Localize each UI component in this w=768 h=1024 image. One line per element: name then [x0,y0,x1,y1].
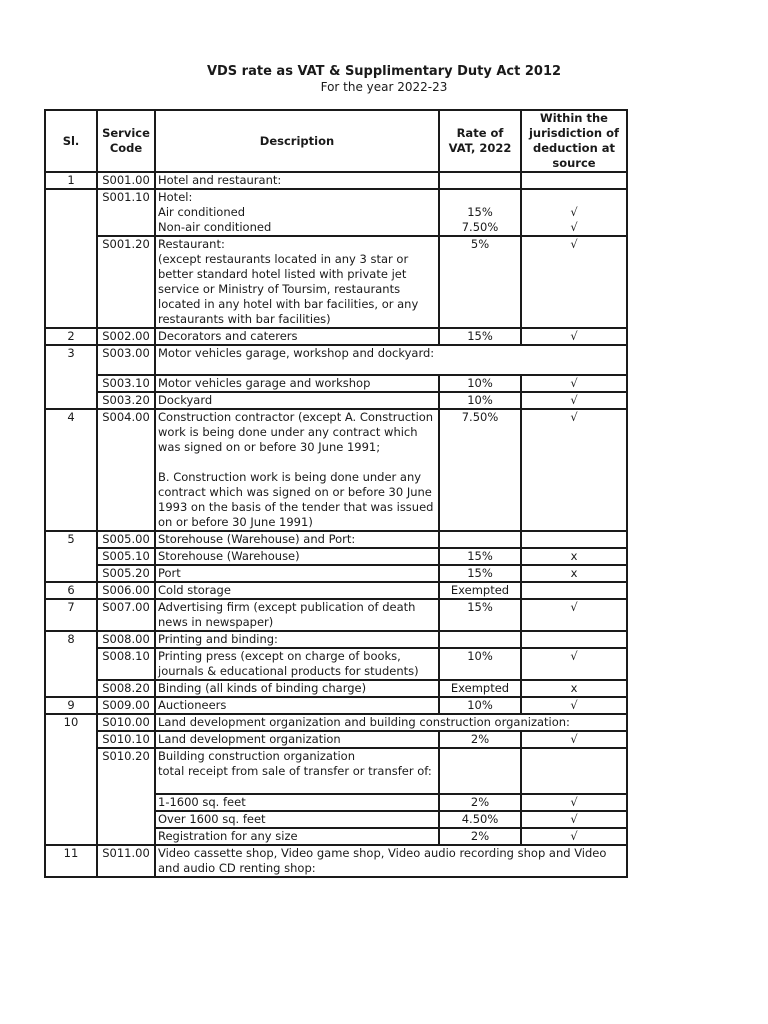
cell-within: √ [521,205,627,220]
cell-rate [439,631,521,648]
cell-description: Video cassette shop, Video game shop, Video audio recording shop and Video and audio CD renting shop: [155,845,627,877]
cell-sl: 10 [45,714,97,845]
table-row [45,697,627,714]
cell-description: Hotel: [155,189,439,205]
document-subtitle: For the year 2022-23 [320,80,448,94]
cell-description: Advertising firm (except publication of death news in newspaper) [155,599,439,631]
cell-rate: 15% [439,565,521,582]
cell-code: S006.00 [97,582,155,599]
col-header-description: Description [155,110,439,172]
cell-rate: 10% [439,392,521,409]
cell-description: Construction contractor (except A. Construction work is being done under any contract which was signed on or before 30 June 1991; B. Construction work is being done under any contract which was signed on or before 30 June 1993 on the basis of the tender that was issued on or before 30 June 1991) [155,409,439,531]
cell-rate [439,748,521,794]
cell-within: √ [521,375,627,392]
cell-description: 1-1600 sq. feet [155,794,439,811]
table-row [45,236,627,328]
cell-code: S004.00 [97,409,155,531]
cell-within: √ [521,794,627,811]
cell-code: S005.10 [97,548,155,565]
cell-rate: 2% [439,828,521,845]
table-row [45,375,627,392]
cell-within: √ [521,409,627,531]
cell-description: Land development organization and building construction organization: [155,714,627,731]
cell-sl: 6 [45,582,97,599]
cell-code: S001.20 [97,236,155,328]
table-header-row [45,110,627,172]
cell-description: Hotel and restaurant: [155,172,439,189]
cell-rate: 15% [439,599,521,631]
cell-within: √ [521,731,627,748]
cell-description: Storehouse (Warehouse) and Port: [155,531,439,548]
cell-rate [439,189,521,205]
cell-within [521,189,627,205]
cell-within: √ [521,697,627,714]
cell-description: Port [155,565,439,582]
cell-code: S010.00 [97,714,155,731]
cell-code: S008.10 [97,648,155,680]
cell-within [521,582,627,599]
table-row [45,714,627,731]
cell-description: Building construction organization total receipt from sale of transfer or transfer of: [155,748,439,794]
table-row [45,731,627,748]
cell-rate: 7.50% [439,409,521,531]
cell-within [521,172,627,189]
cell-rate [439,172,521,189]
cell-sl: 11 [45,845,97,877]
table-row [45,345,627,375]
cell-code: S001.10 [97,189,155,236]
cell-within: √ [521,236,627,328]
cell-within: √ [521,599,627,631]
cell-rate [439,531,521,548]
cell-description: Restaurant: (except restaurants located in any 3 star or better standard hotel listed with private jet service or Ministry of Toursim, restaurants located in any hotel with bar facilities, or any restaurants with bar facilities) [155,236,439,328]
table-row [45,845,627,877]
table-row [45,189,627,205]
table-row [45,409,627,531]
cell-within: x [521,548,627,565]
table-row [45,648,627,680]
table-row [45,599,627,631]
cell-rate: 5% [439,236,521,328]
table-row [45,680,627,697]
cell-within [521,748,627,794]
cell-within: √ [521,220,627,236]
cell-rate: 2% [439,731,521,748]
cell-description: Decorators and caterers [155,328,439,345]
cell-within: √ [521,828,627,845]
cell-description: Non-air conditioned [155,220,439,236]
document-title: VDS rate as VAT & Supplimentary Duty Act 2012 [206,64,562,79]
cell-sl: 5 [45,531,97,582]
cell-description: Storehouse (Warehouse) [155,548,439,565]
cell-description: Auctioneers [155,697,439,714]
cell-rate: 10% [439,648,521,680]
cell-within: x [521,680,627,697]
cell-rate: Exempted [439,582,521,599]
cell-sl: 3 [45,345,97,409]
col-header-within-jurisdiction: Within the jurisdiction of deduction at source [521,110,627,172]
cell-description: Registration for any size [155,828,439,845]
cell-rate: 15% [439,205,521,220]
cell-description: Printing press (except on charge of books, journals & educational products for students) [155,648,439,680]
cell-description: Over 1600 sq. feet [155,811,439,828]
cell-rate: 7.50% [439,220,521,236]
cell-rate: 10% [439,697,521,714]
cell-code: S010.10 [97,731,155,748]
cell-sl [45,189,97,328]
table-row [45,172,627,189]
cell-code: S010.20 [97,748,155,845]
cell-code: S001.00 [97,172,155,189]
cell-sl: 2 [45,328,97,345]
cell-code: S011.00 [97,845,155,877]
cell-rate: 15% [439,548,521,565]
cell-description: Printing and binding: [155,631,439,648]
cell-code: S008.20 [97,680,155,697]
cell-code: S009.00 [97,697,155,714]
cell-within [521,631,627,648]
cell-sl: 9 [45,697,97,714]
col-header-service-code: Service Code [97,110,155,172]
cell-code: S007.00 [97,599,155,631]
cell-code: S003.10 [97,375,155,392]
col-header-rate: Rate of VAT, 2022 [439,110,521,172]
table-row [45,392,627,409]
cell-code: S005.00 [97,531,155,548]
table-row [45,631,627,648]
cell-description: Land development organization [155,731,439,748]
cell-within: √ [521,328,627,345]
cell-code: S003.00 [97,345,155,375]
table-row [45,548,627,565]
cell-rate: 2% [439,794,521,811]
table-row [45,582,627,599]
table-row [45,565,627,582]
cell-rate: 10% [439,375,521,392]
cell-code: S008.00 [97,631,155,648]
cell-within [521,531,627,548]
cell-description: Motor vehicles garage and workshop [155,375,439,392]
cell-description: Dockyard [155,392,439,409]
cell-sl: 7 [45,599,97,631]
cell-code: S003.20 [97,392,155,409]
cell-within: √ [521,811,627,828]
cell-sl: 1 [45,172,97,189]
cell-code: S005.20 [97,565,155,582]
cell-description: Air conditioned [155,205,439,220]
table-row [45,531,627,548]
cell-description: Binding (all kinds of binding charge) [155,680,439,697]
cell-sl: 4 [45,409,97,531]
cell-code: S002.00 [97,328,155,345]
table-row [45,328,627,345]
col-header-sl: Sl. [45,110,97,172]
cell-description: Cold storage [155,582,439,599]
cell-rate: 15% [439,328,521,345]
vds-rate-table [44,109,628,878]
cell-within: √ [521,392,627,409]
cell-within: x [521,565,627,582]
table-row [45,748,627,794]
cell-sl: 8 [45,631,97,697]
cell-rate: 4.50% [439,811,521,828]
cell-within: √ [521,648,627,680]
cell-rate: Exempted [439,680,521,697]
cell-description: Motor vehicles garage, workshop and dockyard: [155,345,627,375]
